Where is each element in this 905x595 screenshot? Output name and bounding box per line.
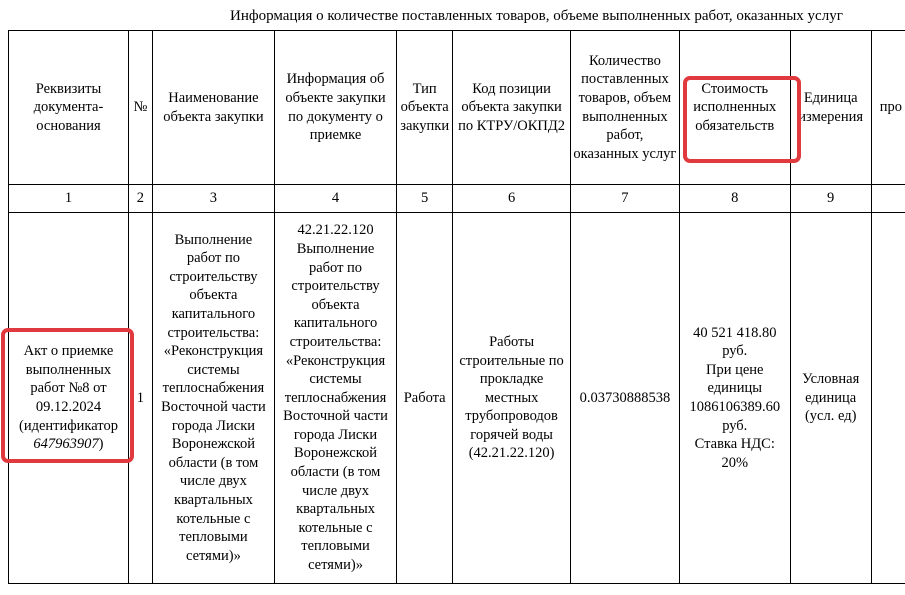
col-number-partial [871, 185, 905, 213]
object-description: Выполнение работ по строительству объекта капитального строительства: «Реконструкция системы теплоснабжения Восточной части города Лиски Воронежской области (в том числе двух квартальных котельные с тепловыми сетями)» [283, 240, 388, 574]
cell-object-name: Выполнение работ по строительству объекта капитального строительства: «Реконструкция системы теплоснабжения Восточной части города Лиски Воронежской области (в том числе двух квартальных котельные с тепловыми сетями)» [152, 213, 274, 584]
act-reference[interactable]: Акт о приемке выполненных работ №8 от 09.12.2024 (идентификатор [19, 343, 118, 434]
act-identifier: 647963907 [33, 436, 99, 453]
header-object-name: Наименование объекта закупки [152, 31, 274, 185]
col-number: 4 [274, 185, 396, 213]
header-ktru-code: Код позиции объекта закупки по КТРУ/ОКПД2 [453, 31, 571, 185]
col-number: 2 [128, 185, 152, 213]
cell-unit: Условная единица (усл. ед) [790, 213, 871, 584]
col-number: 8 [679, 185, 790, 213]
header-unit: Единица измерения [790, 31, 871, 185]
col-number: 9 [790, 185, 871, 213]
cell-object-type: Работа [397, 213, 453, 584]
col-number: 5 [397, 185, 453, 213]
col-number: 6 [453, 185, 571, 213]
cost-vat: Ставка НДС: 20% [694, 436, 775, 471]
cell-cost [679, 213, 790, 584]
header-basis-document: Реквизиты документа-основания [9, 31, 129, 185]
header-object-type: Тип объекта закупки [397, 31, 453, 185]
header-object-info: Информация об объекте закупки по документу о приемке [274, 31, 396, 185]
table-row [9, 213, 905, 584]
col-number: 7 [570, 185, 679, 213]
header-number: № [128, 31, 152, 185]
header-cost: Стоимость исполненных обязательств [679, 31, 790, 185]
col-number: 3 [152, 185, 274, 213]
header-row [9, 31, 905, 185]
col-number: 1 [9, 185, 129, 213]
act-close: ) [98, 436, 104, 453]
cell-row-number: 1 [128, 213, 152, 584]
cell-ktru-code: Работы строительные по прокладке местных трубопроводов горячей воды (42.21.22.120) [453, 213, 571, 584]
cell-partial [871, 213, 905, 584]
column-numbers-row [9, 185, 905, 213]
header-quantity: Количество поставленных товаров, объем выполненных работ, оказанных услуг [570, 31, 679, 185]
cost-unit-price: При цене единицы 1086106389.60 руб. [689, 361, 781, 434]
goods-works-table [8, 30, 905, 584]
cell-object-info [274, 213, 396, 584]
object-code: 42.21.22.120 [297, 222, 374, 239]
header-partial: про [871, 31, 905, 185]
table-title: Информация о количестве поставленных товаров, объеме выполненных работ, оказанных услуг [230, 8, 843, 24]
cell-basis-document [9, 213, 129, 584]
cost-amount: 40 521 418.80 руб. [693, 324, 777, 360]
cell-quantity: 0.03730888538 [570, 213, 679, 584]
